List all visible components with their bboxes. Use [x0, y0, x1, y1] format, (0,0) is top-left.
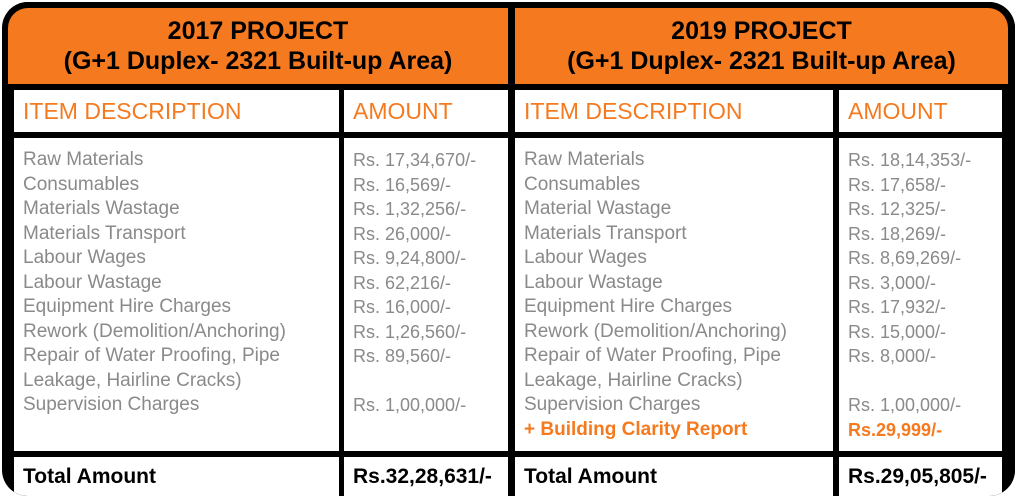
total-label: Total Amount	[515, 457, 833, 496]
project-2017-title: 2017 PROJECT	[167, 17, 349, 45]
project-2019-title: 2019 PROJECT	[671, 17, 852, 45]
list-item: Repair of Water Proofing, Pipe	[524, 345, 781, 366]
amount-value: Rs. 18,14,353/-	[848, 150, 972, 170]
item-list	[14, 138, 339, 451]
list-item: Labour Wastage	[23, 271, 162, 293]
amount-value: Rs. 1,00,000/-	[848, 395, 962, 415]
list-item: Rework (Demolition/Anchoring)	[524, 320, 787, 342]
amount-value	[353, 369, 508, 394]
comparison-table	[2, 2, 1015, 496]
list-item: Material Wastage	[524, 198, 672, 219]
list-item: Equipment Hire Charges	[23, 296, 232, 317]
amount-value	[848, 369, 1002, 394]
project-2019-subtitle: (G+1 Duplex- 2321 Built-up Area)	[567, 47, 956, 75]
amount-value: Rs. 12,325/-	[848, 199, 947, 219]
total-value: Rs.29,05,805/-	[839, 457, 1002, 496]
building-clarity-report-item: + Building Clarity Report	[524, 418, 748, 440]
total-value: Rs.32,28,631/-	[344, 457, 508, 496]
col-header-item: ITEM DESCRIPTION	[515, 90, 833, 132]
amount-value: Rs. 17,658/-	[848, 174, 947, 195]
project-2019-header	[515, 8, 1008, 84]
amount-value: Rs. 15,000/-	[848, 321, 947, 342]
col-header-amount: AMOUNT	[839, 90, 1002, 132]
amount-list	[839, 138, 1002, 451]
amount-list	[344, 138, 508, 451]
project-2017-subtitle: (G+1 Duplex- 2321 Built-up Area)	[63, 47, 453, 75]
project-2017-panel	[8, 2, 508, 496]
amount-value: Rs. 18,269/-	[848, 223, 947, 244]
amount-value: Rs. 1,32,256/-	[353, 199, 467, 219]
item-list	[515, 138, 833, 451]
project-2019-panel	[515, 2, 1015, 496]
amount-value: Rs. 17,932/-	[848, 297, 947, 317]
amount-value: Rs. 89,560/-	[353, 346, 452, 366]
list-item: Labour Wastage	[524, 271, 663, 293]
amount-value: Rs. 9,24,800/-	[353, 248, 467, 268]
amount-value: Rs. 17,34,670/-	[353, 150, 477, 170]
amount-value: Rs. 16,569/-	[353, 174, 452, 195]
building-clarity-report-amount: Rs.29,999/-	[848, 419, 943, 440]
list-item: Materials Transport	[524, 222, 687, 244]
amount-value: Rs. 8,000/-	[848, 346, 937, 366]
list-item: Raw Materials	[23, 149, 144, 170]
amount-value: Rs. 26,000/-	[353, 223, 452, 244]
project-2017-header	[8, 8, 508, 84]
list-item: Leakage, Hairline Cracks)	[524, 369, 743, 391]
list-item: Labour Wages	[524, 247, 647, 268]
list-item: Consumables	[524, 173, 641, 195]
list-item: Supervision Charges	[23, 394, 200, 415]
list-item: Materials Transport	[23, 222, 186, 244]
list-item: Raw Materials	[524, 149, 645, 170]
list-item: Consumables	[23, 173, 140, 195]
amount-value: Rs. 3,000/-	[848, 272, 937, 293]
total-label: Total Amount	[14, 457, 339, 496]
list-item: Materials Wastage	[23, 198, 180, 219]
list-item: Equipment Hire Charges	[524, 296, 733, 317]
amount-value: Rs. 1,00,000/-	[353, 395, 467, 415]
list-item: Labour Wages	[23, 247, 146, 268]
list-item: Supervision Charges	[524, 394, 701, 415]
amount-value: Rs. 1,26,560/-	[353, 321, 467, 342]
list-item: Leakage, Hairline Cracks)	[23, 369, 242, 391]
amount-value: Rs. 8,69,269/-	[848, 248, 962, 268]
amount-value: Rs. 62,216/-	[353, 272, 452, 293]
col-header-amount: AMOUNT	[344, 90, 508, 132]
amount-value: Rs. 16,000/-	[353, 297, 452, 317]
list-item: Repair of Water Proofing, Pipe	[23, 345, 280, 366]
col-header-item: ITEM DESCRIPTION	[14, 90, 339, 132]
list-item: Rework (Demolition/Anchoring)	[23, 320, 286, 342]
